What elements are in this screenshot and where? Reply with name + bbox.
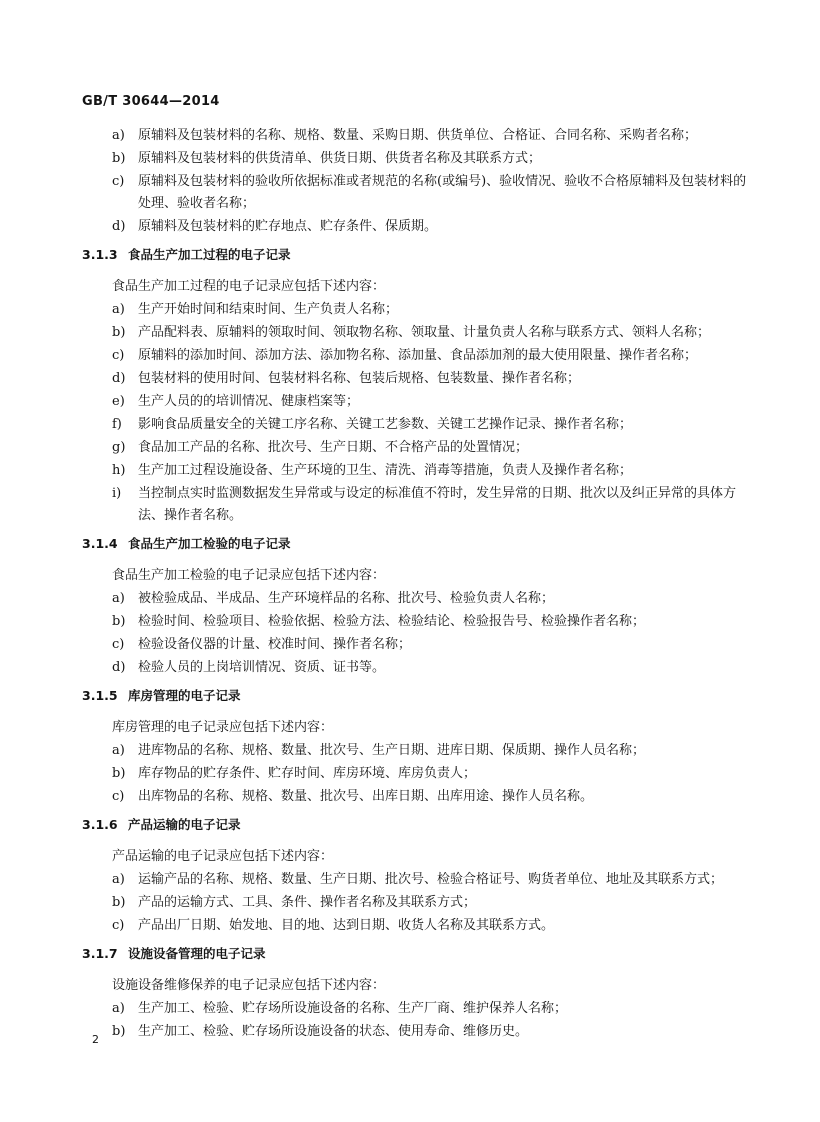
list-item-marker: g) [112,440,126,455]
section-title: 产品运输的电子记录 [128,817,241,832]
list-item-marker: b) [112,151,126,166]
section-title: 食品生产加工检验的电子记录 [128,536,291,551]
standard-code: GB/T 30644—2014 [82,94,220,109]
section-intro: 食品生产加工检验的电子记录应包括下述内容： [112,568,386,583]
section-number: 3.1.3 [82,247,118,262]
section-3-1-6 [82,815,750,937]
section-number: 3.1.5 [82,688,118,703]
section-heading [82,686,750,706]
section-3-1-5 [82,686,750,808]
section-heading [82,944,750,964]
list-item-marker: c) [112,174,125,189]
list-item-marker: d) [112,371,126,386]
section-number: 3.1.4 [82,536,118,551]
list-item [112,588,750,610]
list-item-marker: b) [112,895,126,910]
list-item [112,998,750,1020]
list-item-marker: c) [112,637,125,652]
list-item-text: 原辅料的添加时间、添加方法、添加物名称、添加量、食品添加剂的最大使用限量、操作者名称； [138,348,698,363]
list-item-text: 食品加工产品的名称、批次号、生产日期、不合格产品的处置情况； [138,440,529,455]
list-item-text: 包装材料的使用时间、包装材料名称、包装后规格、包装数量、操作者名称； [138,371,581,386]
list-item [112,345,750,367]
section-heading [82,534,750,554]
list-item-text: 生产加工过程设施设备、生产环境的卫生、清洗、消毒等措施，负责人及操作者名称； [138,463,633,478]
list-item-marker: e) [112,394,125,409]
list-item-text: 生产开始时间和结束时间、生产负责人名称； [138,302,399,317]
list-item-marker: f) [112,417,122,432]
list-item [112,391,750,413]
list-item [112,1021,750,1043]
list-item [112,368,750,390]
list-item [112,460,750,482]
list-item [112,483,750,527]
list-item-marker: a) [112,128,125,143]
section-intro: 设施设备维修保养的电子记录应包括下述内容： [112,978,386,993]
list-item-text: 检验人员的上岗培训情况、资质、证书等。 [138,660,386,675]
section-heading [82,245,750,265]
list-item-text: 产品配料表、原辅料的领取时间、领取物名称、领取量、计量负责人名称与联系方式、领料人名称； [138,325,711,340]
list-item-text: 运输产品的名称、规格、数量、生产日期、批次号、检验合格证号、购货者单位、地址及其联系方式； [138,872,724,887]
list-item-marker: h) [112,463,126,478]
section-title: 库房管理的电子记录 [128,688,241,703]
list-item-marker: a) [112,591,125,606]
list-item-marker: i) [112,486,122,501]
list-item-text: 原辅料及包装材料的贮存地点、贮存条件、保质期。 [138,219,438,234]
list-item [112,763,750,785]
list-item [112,611,750,633]
list-item-marker: c) [112,918,125,933]
list-item [112,634,750,656]
list-item [112,786,750,808]
list-item-text: 原辅料及包装材料的供货清单、供货日期、供货者名称及其联系方式； [138,151,542,166]
list-item-marker: b) [112,1024,126,1039]
list-item-text: 当控制点实时监测数据发生异常或与设定的标准值不符时，发生异常的日期、批次以及纠正异常的具体方法、操作者名称。 [138,486,737,523]
section-title: 食品生产加工过程的电子记录 [128,247,291,262]
list-item [112,657,750,679]
list-item-text: 出库物品的名称、规格、数量、批次号、出库日期、出库用途、操作人员名称。 [138,789,594,804]
list-item [112,216,750,238]
list-item [112,869,750,891]
list-item [112,299,750,321]
list-item-marker: c) [112,348,125,363]
list-item [112,740,750,762]
list-item-marker: d) [112,219,126,234]
list-item [112,915,750,937]
page-number: 2 [92,1033,99,1046]
list-item-marker: b) [112,325,126,340]
list-item [112,414,750,436]
section-heading [82,815,750,835]
list-item-marker: d) [112,660,126,675]
list-item-text: 进库物品的名称、规格、数量、批次号、生产日期、进库日期、保质期、操作人员名称； [138,743,646,758]
list-item-marker: c) [112,789,125,804]
list-item-text: 被检验成品、半成品、生产环境样品的名称、批次号、检验负责人名称； [138,591,555,606]
list-item-marker: a) [112,743,125,758]
list-item-text: 产品的运输方式、工具、条件、操作者名称及其联系方式； [138,895,477,910]
list-item [112,125,750,147]
list-item-text: 影响食品质量安全的关键工序名称、关键工艺参数、关键工艺操作记录、操作者名称； [138,417,633,432]
list-item [112,322,750,344]
list-item-text: 生产人员的的培训情况、健康档案等； [138,394,360,409]
list-item [112,437,750,459]
list-item [112,171,750,215]
list-item-text: 原辅料及包装材料的验收所依据标准或者规范的名称(或编号)、验收情况、验收不合格原辅料及包装材料的处理、验收者名称； [138,174,747,211]
document-body [82,125,750,1044]
section-intro: 产品运输的电子记录应包括下述内容： [112,849,334,864]
section-3-1-7 [82,944,750,1043]
list-item-marker: a) [112,872,125,887]
list-item-text: 生产加工、检验、贮存场所设施设备的状态、使用寿命、维修历史。 [138,1024,529,1039]
section-intro: 库房管理的电子记录应包括下述内容： [112,720,334,735]
top-item-list [82,125,750,238]
list-item-marker: a) [112,1001,125,1016]
list-item-marker: b) [112,614,126,629]
section-intro: 食品生产加工过程的电子记录应包括下述内容： [112,279,386,294]
section-title: 设施设备管理的电子记录 [128,946,266,961]
section-number: 3.1.6 [82,817,118,832]
list-item-text: 检验设备仪器的计量、校准时间、操作者名称； [138,637,412,652]
section-3-1-3 [82,245,750,527]
section-list [82,245,750,1043]
section-number: 3.1.7 [82,946,118,961]
list-item [112,148,750,170]
list-item-text: 原辅料及包装材料的名称、规格、数量、采购日期、供货单位、合格证、合同名称、采购者名称； [138,128,698,143]
list-item-text: 检验时间、检验项目、检验依据、检验方法、检验结论、检验报告号、检验操作者名称； [138,614,646,629]
list-item [112,892,750,914]
list-item-text: 库存物品的贮存条件、贮存时间、库房环境、库房负责人； [138,766,477,781]
list-item-text: 生产加工、检验、贮存场所设施设备的名称、生产厂商、维护保养人名称； [138,1001,568,1016]
list-item-marker: a) [112,302,125,317]
section-3-1-4 [82,534,750,679]
list-item-marker: b) [112,766,126,781]
list-item-text: 产品出厂日期、始发地、目的地、达到日期、收货人名称及其联系方式。 [138,918,555,933]
